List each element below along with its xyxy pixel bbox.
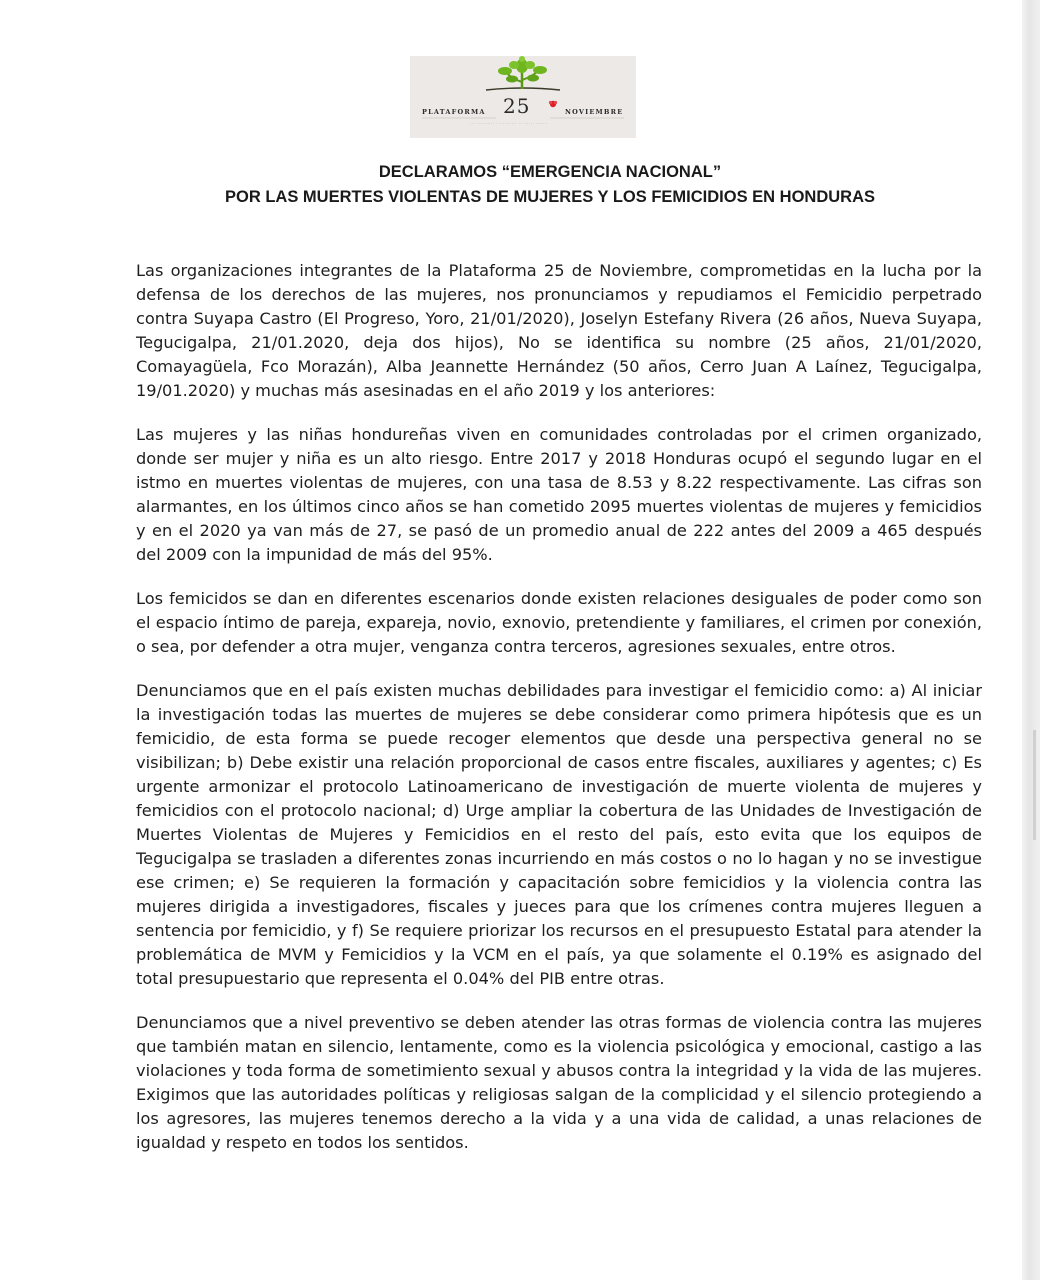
paragraph-statistics: Las mujeres y las niñas hondureñas viven en comunidades controladas por el crimen organizado, donde ser mujer y niña es un alto riesgo. Entre 2017 y 2018 Honduras ocupó el segundo lugar en el istmo en muertes violentas de mujeres, con una tasa de 8.53 y 8.22 respectivamente. Las cifras son alarmantes, en los últimos cinco años se han cometido 2095 muertes violentas de mujeres y femicidios y en el 2020 ya van más de 27, se pasó de un promedio anual de 222 antes del 2009 a 465 después del 2009 con la impunidad de más del 95%. <box>136 425 982 564</box>
paragraph-intro: Las organizaciones integrantes de la Plataforma 25 de Noviembre, comprometidas en la lucha por la defensa de los derechos de las mujeres, nos pronunciamos y repudiamos el Femicidio perpetrado contra Suyapa Castro (El Progreso, Yoro, 21/01/2020), Joselyn Estefany Rivera (26 años, Nueva Suyapa, Tegucigalpa, 21/01.2020, deja dos hijos), No se identifica su nombre (25 años, 21/01/2020, Comayagüela, Fco Morazán), Alba Jeannette Hernández (50 años, Cerro Juan A Laínez, Tegucigalpa, 19/01.2020) y muchas más asesinadas en el año 2019 y los anteriores: <box>136 261 982 400</box>
title-line-2: POR LAS MUERTES VIOLENTAS DE MUJERES Y LOS FEMICIDIOS EN HONDURAS <box>225 188 875 206</box>
declaration-body <box>136 259 982 1175</box>
plataforma-25-noviembre-logo <box>410 56 636 138</box>
scroll-edge-mark <box>1033 730 1036 840</box>
title-line-1: DECLARAMOS “EMERGENCIA NACIONAL” <box>378 163 722 181</box>
logo-word-noviembre: NOVIEMBRE <box>565 108 624 116</box>
paragraph-prevention: Denunciamos que a nivel preventivo se deben atender las otras formas de violencia contra las mujeres que también matan en silencio, lentamente, como es la violencia psicológica y emocional, castigo a las violaciones y toda forma de sometimiento sexual y abusos contra la integridad y la vida de las mujeres. Exigimos que las autoridades políticas y religiosas salgan de la complicidad y el silencio protegiendo a los agresores, las mujeres tenemos derecho a la vida y a una vida de calidad, a unas relaciones de igualdad y respeto en todos los sentidos. <box>136 1013 982 1152</box>
paragraph-investigation-weaknesses: Denunciamos que en el país existen muchas debilidades para investigar el femicidio como: a) Al iniciar la investigación todas las muertes de mujeres se debe considerar como primera hipótesis que es un femicidio, de esta forma se puede recoger elementos que desde una perspectiva general no se visibilizan; b) Debe existir una relación proporcional de casos entre fiscales, auxiliares y agentes; c) Es urgente armonizar el protocolo Latinoamericano de investigación de muerte violenta de mujeres y femicidios con el protocolo nacional; d) Urge ampliar la cobertura de las Unidades de Investigación de Muertes Violentas de Mujeres y Femicidios en el resto del país, esto evita que los equipos de Tegucigalpa se trasladen a diferentes zonas incurriendo en más costos o no lo hagan y no se investigue ese crimen; e) Se requieren la formación y capacitación sobre femicidios y la violencia contra las mujeres dirigida a investigadores, fiscales y jueces para que los crímenes contra mujeres lleguen a sentencia por femicidio, y f) Se requiere priorizar los recursos en el presupuesto Estatal para atender la problemática de MVM y Femicidios y la VCM en el país, ya que solamente el 0.19% es asignado del total presupuestario que representa el 0.04% del PIB entre otras. <box>136 681 982 988</box>
logo-word-plataforma: PLATAFORMA <box>422 108 486 116</box>
paragraph-scenarios: Los femicidos se dan en diferentes escenarios donde existen relaciones desiguales de poder como son el espacio íntimo de pareja, expareja, novio, exnovio, pretendiente y familiares, el crimen por conexión, o sea, por defender a otra mujer, venganza contra terceros, agresiones sexuales, entre otros. <box>136 589 982 656</box>
page-edge-shadow <box>1022 0 1040 1280</box>
logo-tagline: ··· ·········· · ·········· ·· ······ ······· <box>470 122 549 126</box>
declaration-title <box>120 160 980 210</box>
logo-number-25: 25 <box>503 94 531 118</box>
